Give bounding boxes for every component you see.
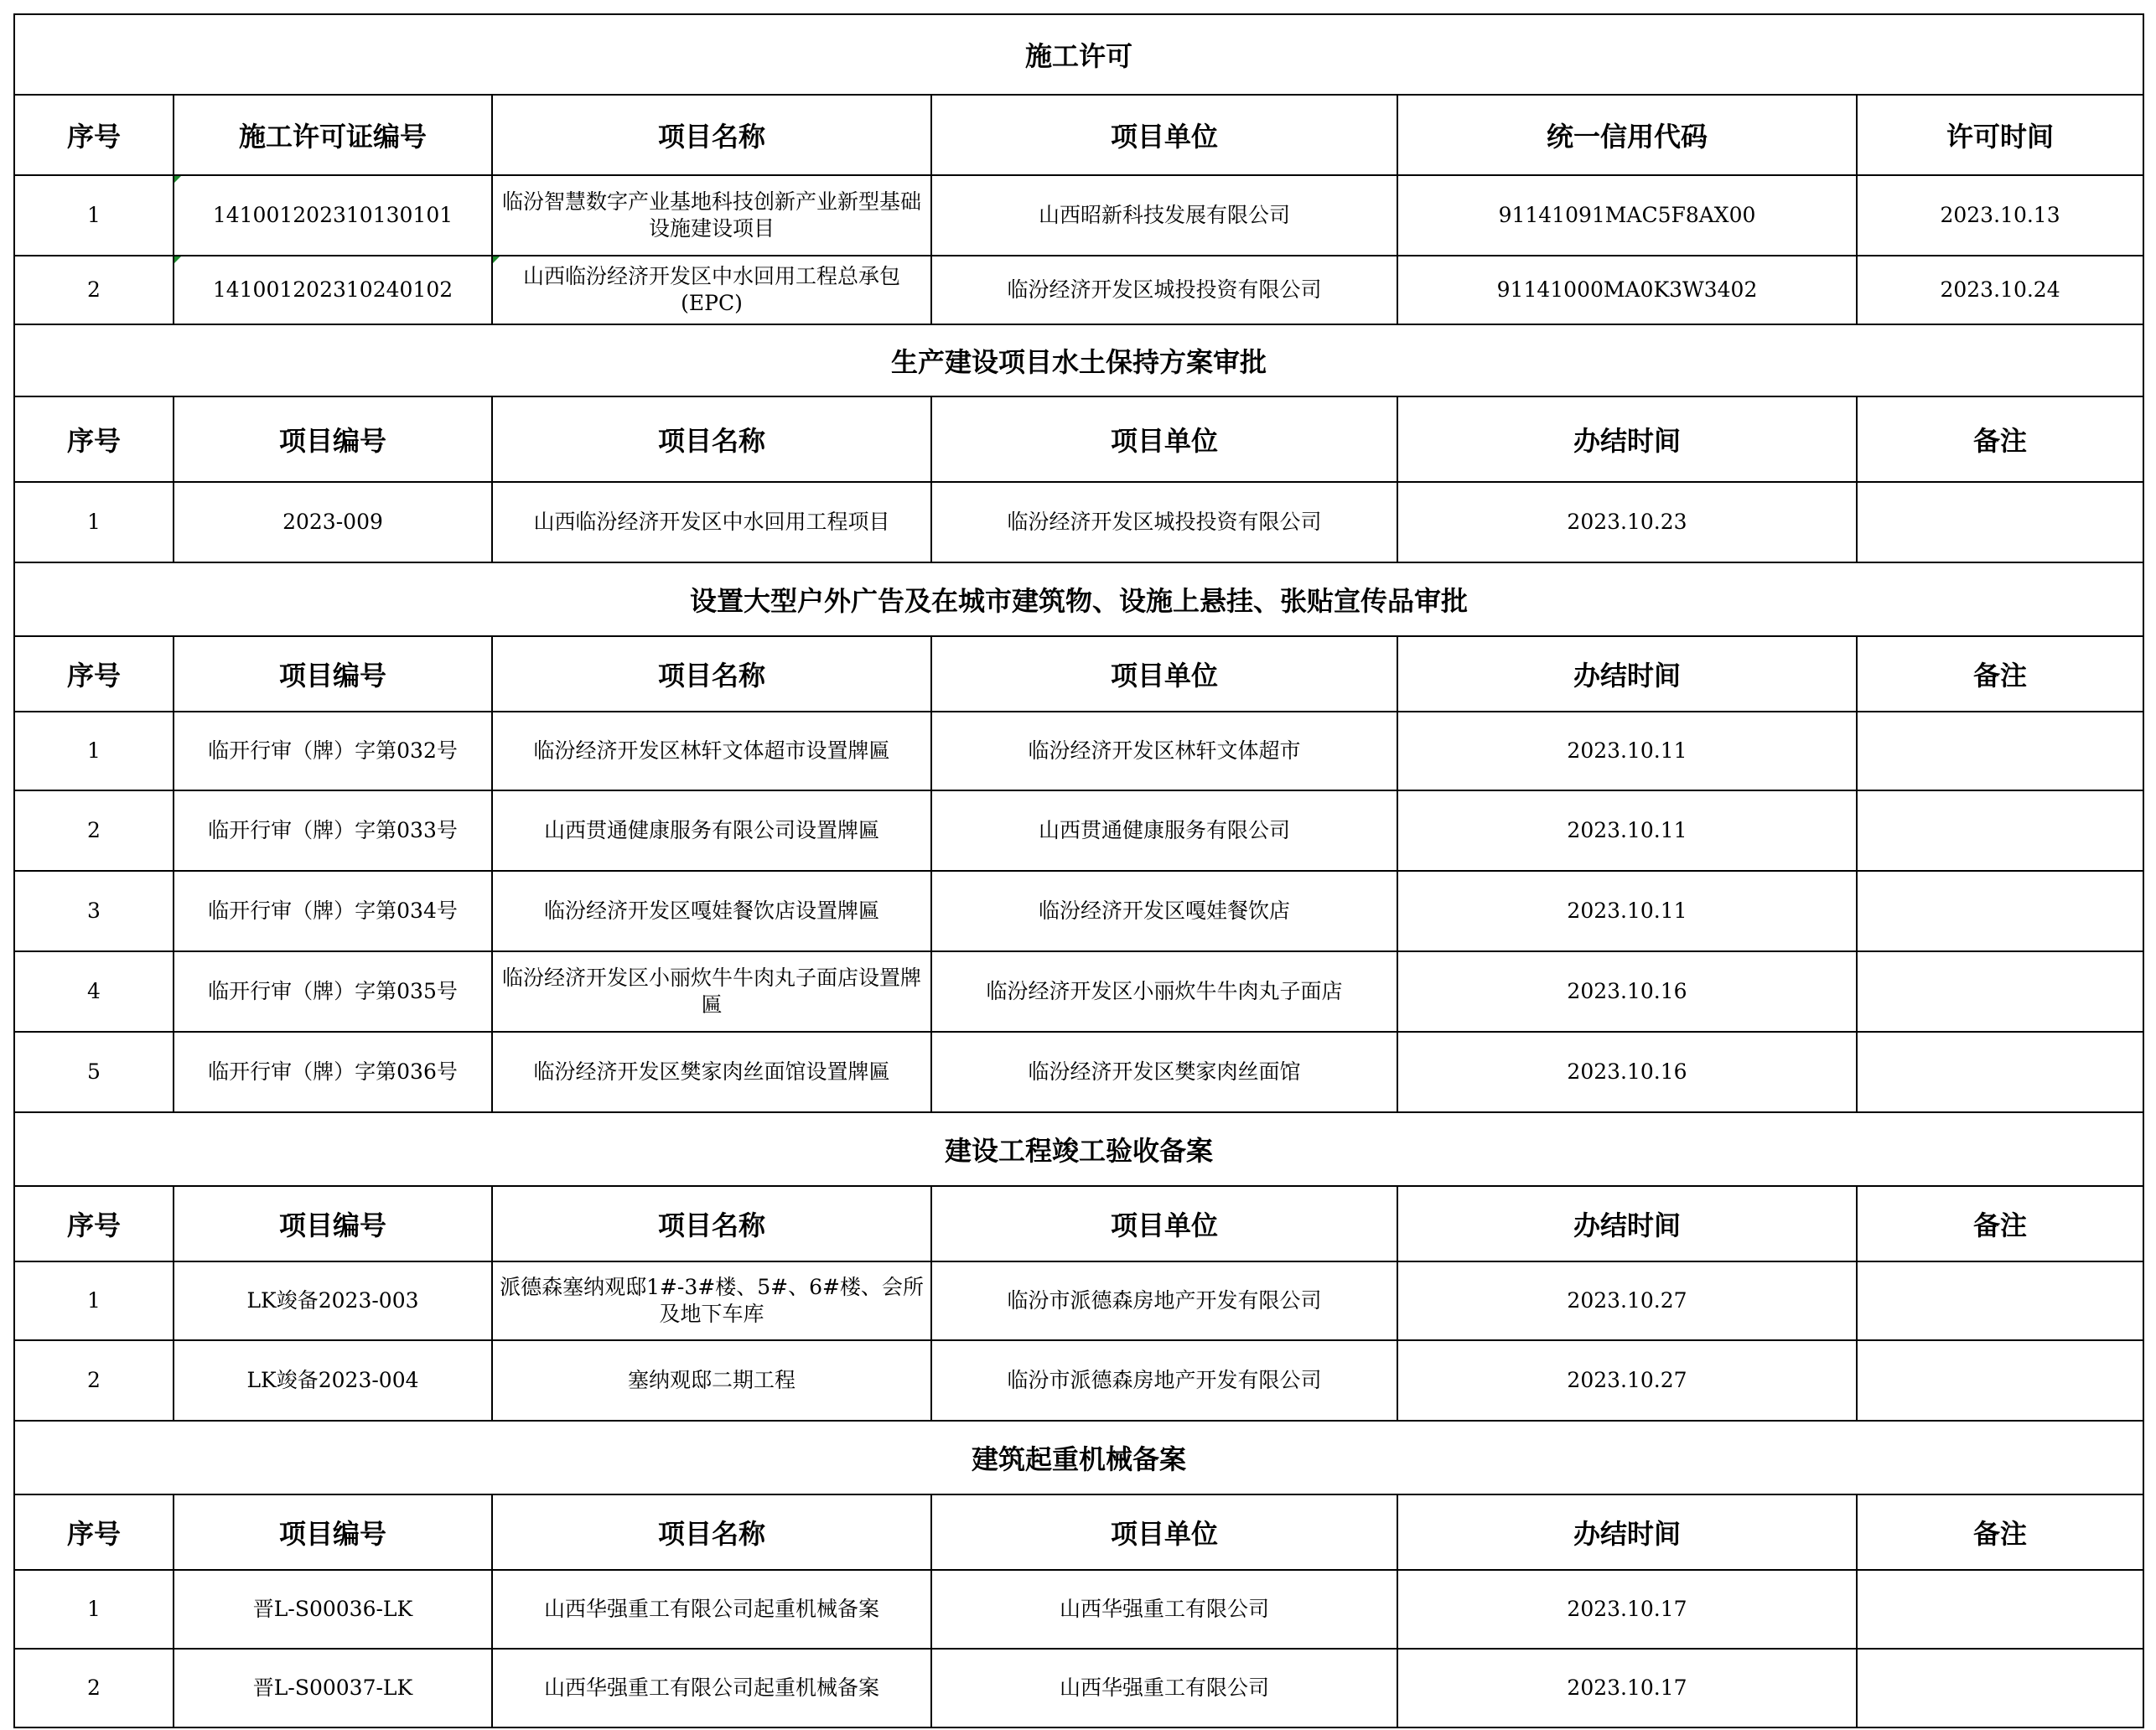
header-cell: 序号 <box>14 636 174 712</box>
cell-seq: 2 <box>14 790 174 871</box>
cell-project-name: 临汾经济开发区嘎娃餐饮店设置牌匾 <box>492 871 931 951</box>
cell-project-number: 临开行审（牌）字第036号 <box>174 1032 492 1112</box>
cell-date: 2023.10.27 <box>1397 1340 1857 1421</box>
header-cell: 统一信用代码 <box>1397 95 1857 175</box>
cell-project-name: 山西华强重工有限公司起重机械备案 <box>492 1570 931 1649</box>
cell-project-unit: 临汾经济开发区樊家肉丝面馆 <box>931 1032 1397 1112</box>
header-cell: 项目单位 <box>931 95 1397 175</box>
cell-seq: 1 <box>14 712 174 790</box>
cell-credit-code: 91141000MA0K3W3402 <box>1397 256 1857 324</box>
header-cell: 办结时间 <box>1397 1494 1857 1570</box>
cell-permit-number: 141001202310240102 <box>174 256 492 324</box>
header-cell: 序号 <box>14 95 174 175</box>
cell-seq: 4 <box>14 951 174 1032</box>
cell-date: 2023.10.23 <box>1397 482 1857 562</box>
header-row <box>14 636 2143 712</box>
cell-remarks <box>1857 1570 2143 1649</box>
cell-project-name: 临汾经济开发区小丽炊牛牛肉丸子面店设置牌匾 <box>492 951 931 1032</box>
cell-project-number: 晋L-S00036-LK <box>174 1570 492 1649</box>
cell-seq: 3 <box>14 871 174 951</box>
cell-project-name: 派德森塞纳观邸1#-3#楼、5#、6#楼、会所及地下车库 <box>492 1261 931 1340</box>
cell-project-unit: 山西贯通健康服务有限公司 <box>931 790 1397 871</box>
cell-credit-code: 91141091MAC5F8AX00 <box>1397 175 1857 256</box>
cell-project-name: 山西贯通健康服务有限公司设置牌匾 <box>492 790 931 871</box>
section-title-row <box>14 562 2143 636</box>
header-row <box>14 396 2143 482</box>
cell-seq: 2 <box>14 1649 174 1727</box>
header-cell: 施工许可证编号 <box>174 95 492 175</box>
cell-project-unit: 山西华强重工有限公司 <box>931 1570 1397 1649</box>
cell-project-name: 临汾经济开发区林轩文体超市设置牌匾 <box>492 712 931 790</box>
header-cell: 备注 <box>1857 636 2143 712</box>
section-title: 施工许可 <box>14 14 2143 95</box>
cell-seq: 2 <box>14 256 174 324</box>
section-title-row <box>14 1112 2143 1186</box>
table-row <box>14 1570 2143 1649</box>
cell-remarks <box>1857 1340 2143 1421</box>
cell-project-unit: 山西昭新科技发展有限公司 <box>931 175 1397 256</box>
cell-project-number: LK竣备2023-003 <box>174 1261 492 1340</box>
cell-project-number: 临开行审（牌）字第035号 <box>174 951 492 1032</box>
cell-project-unit: 临汾经济开发区林轩文体超市 <box>931 712 1397 790</box>
section-title-row <box>14 1421 2143 1494</box>
table-row <box>14 1340 2143 1421</box>
cell-date: 2023.10.16 <box>1397 1032 1857 1112</box>
header-row <box>14 1186 2143 1261</box>
cell-project-number: 临开行审（牌）字第034号 <box>174 871 492 951</box>
cell-date: 2023.10.17 <box>1397 1649 1857 1727</box>
section-title: 设置大型户外广告及在城市建筑物、设施上悬挂、张贴宣传品审批 <box>14 562 2143 636</box>
table-row <box>14 1261 2143 1340</box>
header-cell: 项目单位 <box>931 636 1397 712</box>
cell-project-number: 2023-009 <box>174 482 492 562</box>
header-cell: 序号 <box>14 1494 174 1570</box>
approval-records-table <box>13 13 2144 1728</box>
cell-permit-number: 141001202310130101 <box>174 175 492 256</box>
cell-project-name: 山西临汾经济开发区中水回用工程项目 <box>492 482 931 562</box>
header-cell: 备注 <box>1857 1494 2143 1570</box>
cell-remarks <box>1857 712 2143 790</box>
header-cell: 办结时间 <box>1397 1186 1857 1261</box>
section-title: 建设工程竣工验收备案 <box>14 1112 2143 1186</box>
cell-project-unit: 临汾经济开发区嘎娃餐饮店 <box>931 871 1397 951</box>
cell-date: 2023.10.16 <box>1397 951 1857 1032</box>
section-title: 建筑起重机械备案 <box>14 1421 2143 1494</box>
cell-project-number: LK竣备2023-004 <box>174 1340 492 1421</box>
table-row <box>14 951 2143 1032</box>
cell-remarks <box>1857 871 2143 951</box>
cell-project-unit: 临汾市派德森房地产开发有限公司 <box>931 1261 1397 1340</box>
header-cell: 项目名称 <box>492 95 931 175</box>
table-row <box>14 790 2143 871</box>
cell-date: 2023.10.24 <box>1857 256 2143 324</box>
cell-date: 2023.10.17 <box>1397 1570 1857 1649</box>
cell-date: 2023.10.13 <box>1857 175 2143 256</box>
header-cell: 项目名称 <box>492 396 931 482</box>
header-cell: 序号 <box>14 1186 174 1261</box>
header-row <box>14 95 2143 175</box>
header-cell: 项目名称 <box>492 1186 931 1261</box>
header-cell: 项目单位 <box>931 1494 1397 1570</box>
table-row <box>14 1649 2143 1727</box>
cell-project-unit: 临汾市派德森房地产开发有限公司 <box>931 1340 1397 1421</box>
table-row <box>14 871 2143 951</box>
cell-project-number: 临开行审（牌）字第032号 <box>174 712 492 790</box>
cell-project-number: 临开行审（牌）字第033号 <box>174 790 492 871</box>
header-cell: 项目名称 <box>492 636 931 712</box>
cell-date: 2023.10.11 <box>1397 712 1857 790</box>
cell-remarks <box>1857 951 2143 1032</box>
cell-remarks <box>1857 790 2143 871</box>
cell-seq: 1 <box>14 1261 174 1340</box>
cell-project-number: 晋L-S00037-LK <box>174 1649 492 1727</box>
cell-project-unit: 山西华强重工有限公司 <box>931 1649 1397 1727</box>
header-cell: 序号 <box>14 396 174 482</box>
cell-project-name: 山西华强重工有限公司起重机械备案 <box>492 1649 931 1727</box>
section-title: 生产建设项目水土保持方案审批 <box>14 324 2143 396</box>
cell-date: 2023.10.11 <box>1397 871 1857 951</box>
table-row <box>14 712 2143 790</box>
cell-seq: 1 <box>14 482 174 562</box>
cell-project-name: 临汾智慧数字产业基地科技创新产业新型基础设施建设项目 <box>492 175 931 256</box>
cell-remarks <box>1857 1649 2143 1727</box>
cell-project-unit: 临汾经济开发区城投投资有限公司 <box>931 256 1397 324</box>
cell-date: 2023.10.27 <box>1397 1261 1857 1340</box>
header-cell: 项目名称 <box>492 1494 931 1570</box>
header-cell: 备注 <box>1857 396 2143 482</box>
cell-remarks <box>1857 1261 2143 1340</box>
cell-seq: 1 <box>14 1570 174 1649</box>
cell-seq: 2 <box>14 1340 174 1421</box>
cell-project-name: 山西临汾经济开发区中水回用工程总承包(EPC) <box>492 256 931 324</box>
cell-date: 2023.10.11 <box>1397 790 1857 871</box>
cell-project-name: 塞纳观邸二期工程 <box>492 1340 931 1421</box>
cell-project-unit: 临汾经济开发区城投投资有限公司 <box>931 482 1397 562</box>
table-row <box>14 256 2143 324</box>
header-cell: 项目单位 <box>931 396 1397 482</box>
cell-project-name: 临汾经济开发区樊家肉丝面馆设置牌匾 <box>492 1032 931 1112</box>
cell-project-unit: 临汾经济开发区小丽炊牛牛肉丸子面店 <box>931 951 1397 1032</box>
header-cell: 办结时间 <box>1397 636 1857 712</box>
header-cell: 项目编号 <box>174 1186 492 1261</box>
header-cell: 项目单位 <box>931 1186 1397 1261</box>
table-row <box>14 482 2143 562</box>
header-cell: 项目编号 <box>174 1494 492 1570</box>
header-cell: 许可时间 <box>1857 95 2143 175</box>
table-row <box>14 175 2143 256</box>
section-title-row <box>14 324 2143 396</box>
cell-remarks <box>1857 1032 2143 1112</box>
header-cell: 项目编号 <box>174 636 492 712</box>
section-title-row <box>14 14 2143 95</box>
cell-seq: 5 <box>14 1032 174 1112</box>
header-cell: 办结时间 <box>1397 396 1857 482</box>
table-row <box>14 1032 2143 1112</box>
header-cell: 备注 <box>1857 1186 2143 1261</box>
header-row <box>14 1494 2143 1570</box>
cell-seq: 1 <box>14 175 174 256</box>
header-cell: 项目编号 <box>174 396 492 482</box>
cell-remarks <box>1857 482 2143 562</box>
